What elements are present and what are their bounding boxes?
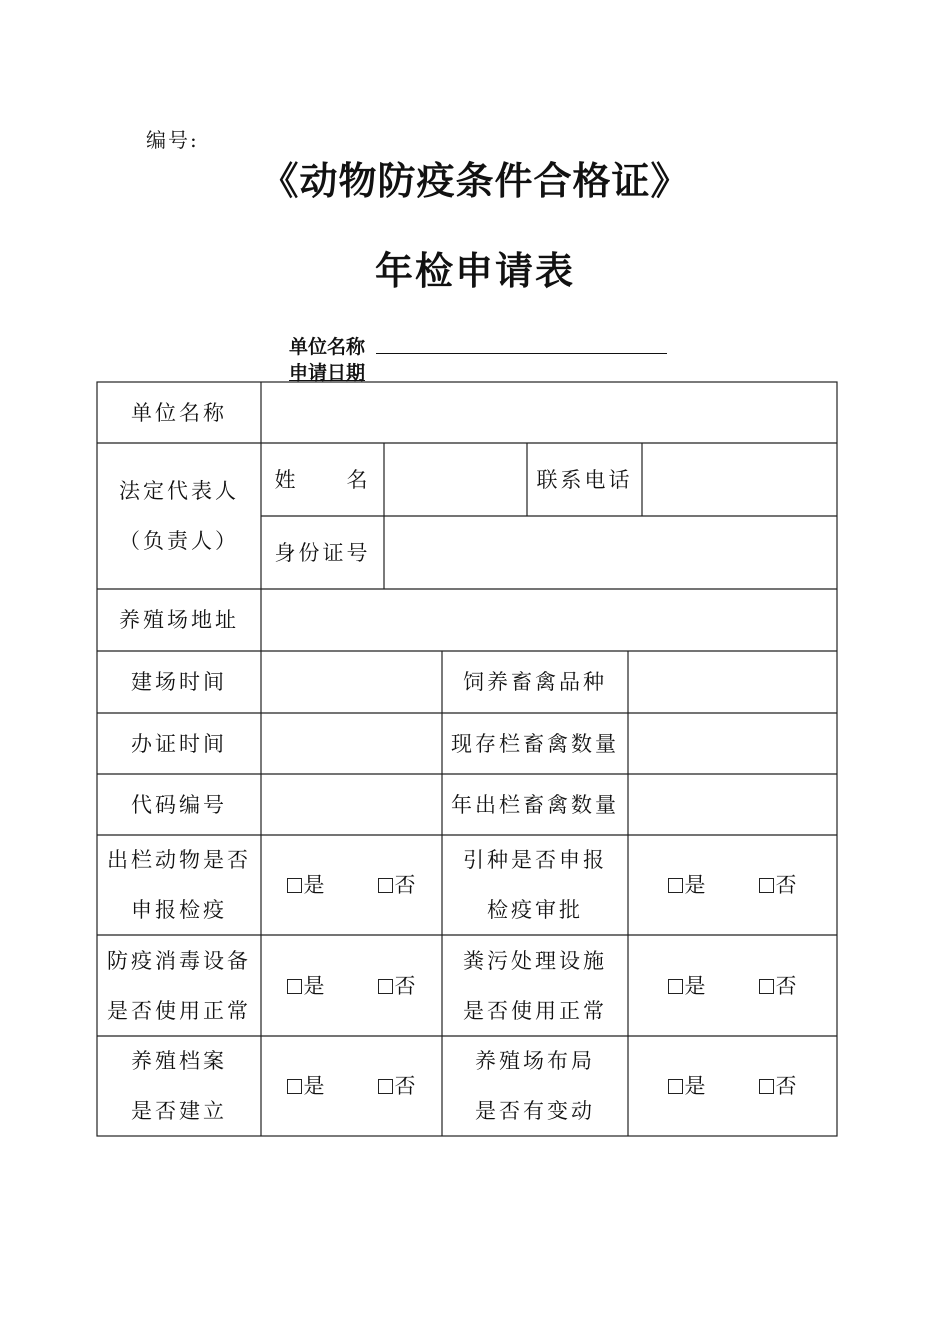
manure-facility-no[interactable] — [759, 961, 798, 1011]
name-input[interactable] — [384, 443, 527, 516]
annual-output-input[interactable] — [628, 774, 837, 835]
layout-change-no[interactable] — [759, 1061, 798, 1111]
checkbox-icon — [378, 1079, 393, 1094]
quarantine-declared-label — [97, 835, 261, 935]
form-subtitle: 年检申请表 — [374, 249, 575, 293]
yes-label: 是 — [303, 973, 326, 998]
layout-change-options — [628, 1036, 837, 1136]
farm-address-input[interactable] — [261, 589, 837, 651]
manure-facility-line1: 粪污处理设施 — [463, 948, 607, 973]
no-label: 否 — [775, 1074, 798, 1098]
disinfection-equipment-line1: 防疫消毒设备 — [107, 948, 251, 973]
manure-facility-options — [628, 935, 837, 1036]
unit-name-cell: 单位名称 — [131, 400, 227, 425]
cert-time-label: 办证时间 — [131, 731, 227, 756]
yes-label: 是 — [684, 973, 707, 998]
legal-representative-line2: （负责人） — [119, 529, 239, 553]
checkbox-icon — [759, 878, 774, 893]
disinfection-equipment-label — [97, 935, 261, 1036]
no-label: 否 — [394, 1074, 417, 1098]
manure-facility-line2: 是否使用正常 — [463, 998, 607, 1023]
quarantine-declared-line2: 申报检疫 — [131, 898, 227, 922]
no-label: 否 — [775, 973, 798, 998]
checkbox-icon — [287, 979, 302, 994]
code-number-label: 代码编号 — [131, 792, 227, 817]
yes-label: 是 — [684, 873, 707, 897]
layout-change-yes[interactable] — [668, 1061, 707, 1111]
checkbox-icon — [668, 878, 683, 893]
current-stock-label: 现存栏畜禽数量 — [451, 731, 619, 756]
quarantine-declared-options — [261, 835, 442, 935]
no-label: 否 — [394, 873, 417, 897]
livestock-species-label: 饲养畜禽品种 — [463, 670, 607, 694]
layout-change-label — [442, 1036, 628, 1136]
checkbox-icon — [287, 878, 302, 893]
id-number-input[interactable] — [384, 516, 837, 589]
id-number-label: 身份证号 — [274, 540, 371, 565]
layout-change-line2: 是否有变动 — [475, 1099, 595, 1123]
disinfection-equipment-options — [261, 935, 442, 1036]
introduction-approval-line1: 引种是否申报 — [463, 848, 607, 872]
introduction-approval-no[interactable] — [759, 860, 798, 910]
checkbox-icon — [378, 979, 393, 994]
unit-name-input[interactable] — [261, 382, 837, 443]
disinfection-equipment-line2: 是否使用正常 — [107, 998, 251, 1023]
unit-name-label: 单位名称 — [289, 336, 366, 358]
annual-output-label: 年出栏畜禽数量 — [451, 792, 619, 817]
livestock-species-input[interactable] — [628, 651, 837, 713]
current-stock-input[interactable] — [628, 713, 837, 774]
manure-facility-label — [442, 935, 628, 1036]
checkbox-icon — [668, 979, 683, 994]
yes-label: 是 — [684, 1074, 707, 1098]
cert-time-input[interactable] — [261, 713, 442, 774]
introduction-approval-options — [628, 835, 837, 935]
phone-label: 联系电话 — [536, 467, 633, 492]
phone-input[interactable] — [642, 443, 837, 516]
legal-representative-line1: 法定代表人 — [119, 479, 239, 503]
introduction-approval-label — [442, 835, 628, 935]
serial-number-label: 编号: — [146, 128, 199, 152]
yes-label: 是 — [303, 1074, 326, 1098]
checkbox-icon — [668, 1079, 683, 1094]
quarantine-declared-no[interactable] — [378, 860, 417, 910]
checkbox-icon — [378, 878, 393, 893]
farm-records-line2: 是否建立 — [131, 1099, 227, 1123]
farm-records-no[interactable] — [378, 1061, 417, 1111]
checkbox-icon — [287, 1079, 302, 1094]
no-label: 否 — [394, 973, 417, 998]
quarantine-declared-yes[interactable] — [287, 860, 326, 910]
manure-facility-yes[interactable] — [668, 961, 707, 1011]
introduction-approval-yes[interactable] — [668, 860, 707, 910]
build-time-label: 建场时间 — [131, 670, 227, 694]
application-date-label: 申请日期 — [289, 362, 366, 384]
layout-change-line1: 养殖场布局 — [475, 1049, 595, 1073]
farm-records-yes[interactable] — [287, 1061, 326, 1111]
name-label: 姓 名 — [274, 467, 371, 492]
disinfection-equipment-yes[interactable] — [287, 961, 326, 1011]
yes-label: 是 — [303, 873, 326, 897]
farm-address-label: 养殖场地址 — [119, 608, 239, 632]
build-time-input[interactable] — [261, 651, 442, 713]
farm-records-label — [97, 1036, 261, 1136]
farm-records-options — [261, 1036, 442, 1136]
checkbox-icon — [759, 1079, 774, 1094]
no-label: 否 — [775, 873, 798, 897]
form-title: 《动物防疫条件合格证》 — [260, 159, 690, 203]
code-number-input[interactable] — [261, 774, 442, 835]
quarantine-declared-line1: 出栏动物是否 — [107, 848, 251, 872]
introduction-approval-line2: 检疫审批 — [487, 898, 583, 922]
farm-records-line1: 养殖档案 — [131, 1049, 227, 1073]
legal-representative-label — [97, 443, 261, 589]
disinfection-equipment-no[interactable] — [378, 961, 417, 1011]
checkbox-icon — [759, 979, 774, 994]
